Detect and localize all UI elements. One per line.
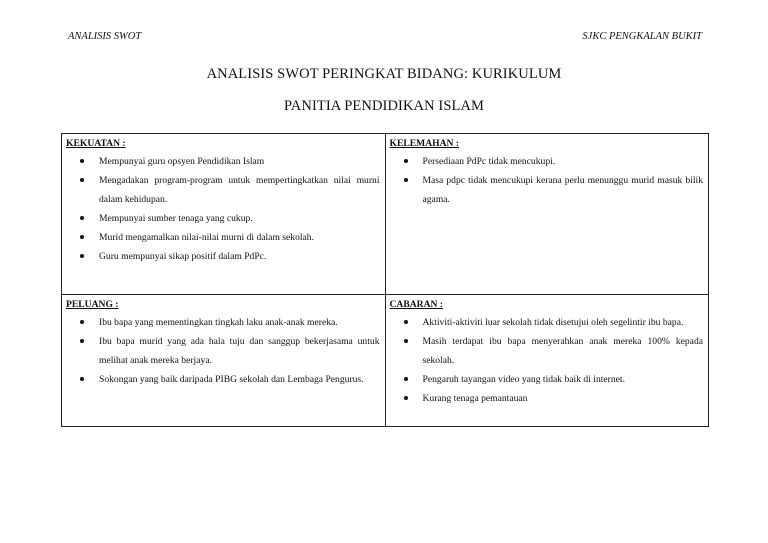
list-item: Aktiviti-aktiviti luar sekolah tidak disetujui oleh segelintir ibu bapa.	[423, 313, 704, 332]
kelemahan-cell	[385, 134, 709, 295]
list-item: Ibu bapa murid yang ada hala tuju dan sanggup bekerjasama untuk melihat anak mereka berjaya.	[99, 332, 380, 370]
list-item: Guru mempunyai sikap positif dalam PdPc.	[99, 247, 380, 266]
cabaran-heading: CABARAN :	[389, 299, 444, 310]
list-item: Sokongan yang baik daripada PIBG sekolah dan Lembaga Pengurus.	[99, 370, 380, 389]
cabaran-cell	[385, 295, 709, 427]
swot-table	[61, 133, 709, 427]
kekuatan-heading: KEKUATAN :	[66, 138, 126, 149]
page-subtitle: PANITIA PENDIDIKAN ISLAM	[283, 98, 485, 114]
list-item: Mengadakan program-program untuk mempertingkatkan nilai murni dalam kehidupan.	[99, 171, 380, 209]
swot-row-top	[62, 134, 709, 295]
header-left: ANALISIS SWOT	[68, 31, 142, 42]
kekuatan-cell	[62, 134, 386, 295]
list-item: Masa pdpc tidak mencukupi kerana perlu menunggu murid masuk bilik agama.	[423, 171, 704, 209]
list-item: Mempunyai guru opsyen Pendidikan Islam	[99, 152, 380, 171]
page-title: ANALISIS SWOT PERINGKAT BIDANG: KURIKULUM	[206, 66, 562, 82]
list-item: Mempunyai sumber tenaga yang cukup.	[99, 209, 380, 228]
list-item: Murid mengamalkan nilai-nilai murni di dalam sekolah.	[99, 228, 380, 247]
list-item: Pengaruh tayangan video yang tidak baik di internet.	[423, 370, 704, 389]
peluang-list	[66, 313, 380, 389]
kelemahan-list	[390, 152, 704, 209]
peluang-heading: PELUANG :	[66, 299, 119, 310]
header-right: SJKC PENGKALAN BUKIT	[582, 31, 702, 42]
list-item: Kurang tenaga pemantauan	[423, 389, 704, 408]
list-item: Persediaan PdPc tidak mencukupi.	[423, 152, 704, 171]
peluang-cell	[62, 295, 386, 427]
list-item: Masih terdapat ibu bapa menyerahkan anak mereka 100% kepada sekolah.	[423, 332, 704, 370]
list-item: Ibu bapa yang mementingkan tingkah laku anak-anak mereka.	[99, 313, 380, 332]
kekuatan-list	[66, 152, 380, 266]
swot-row-bottom	[62, 295, 709, 427]
cabaran-list	[390, 313, 704, 408]
kelemahan-heading: KELEMAHAN :	[389, 138, 460, 149]
